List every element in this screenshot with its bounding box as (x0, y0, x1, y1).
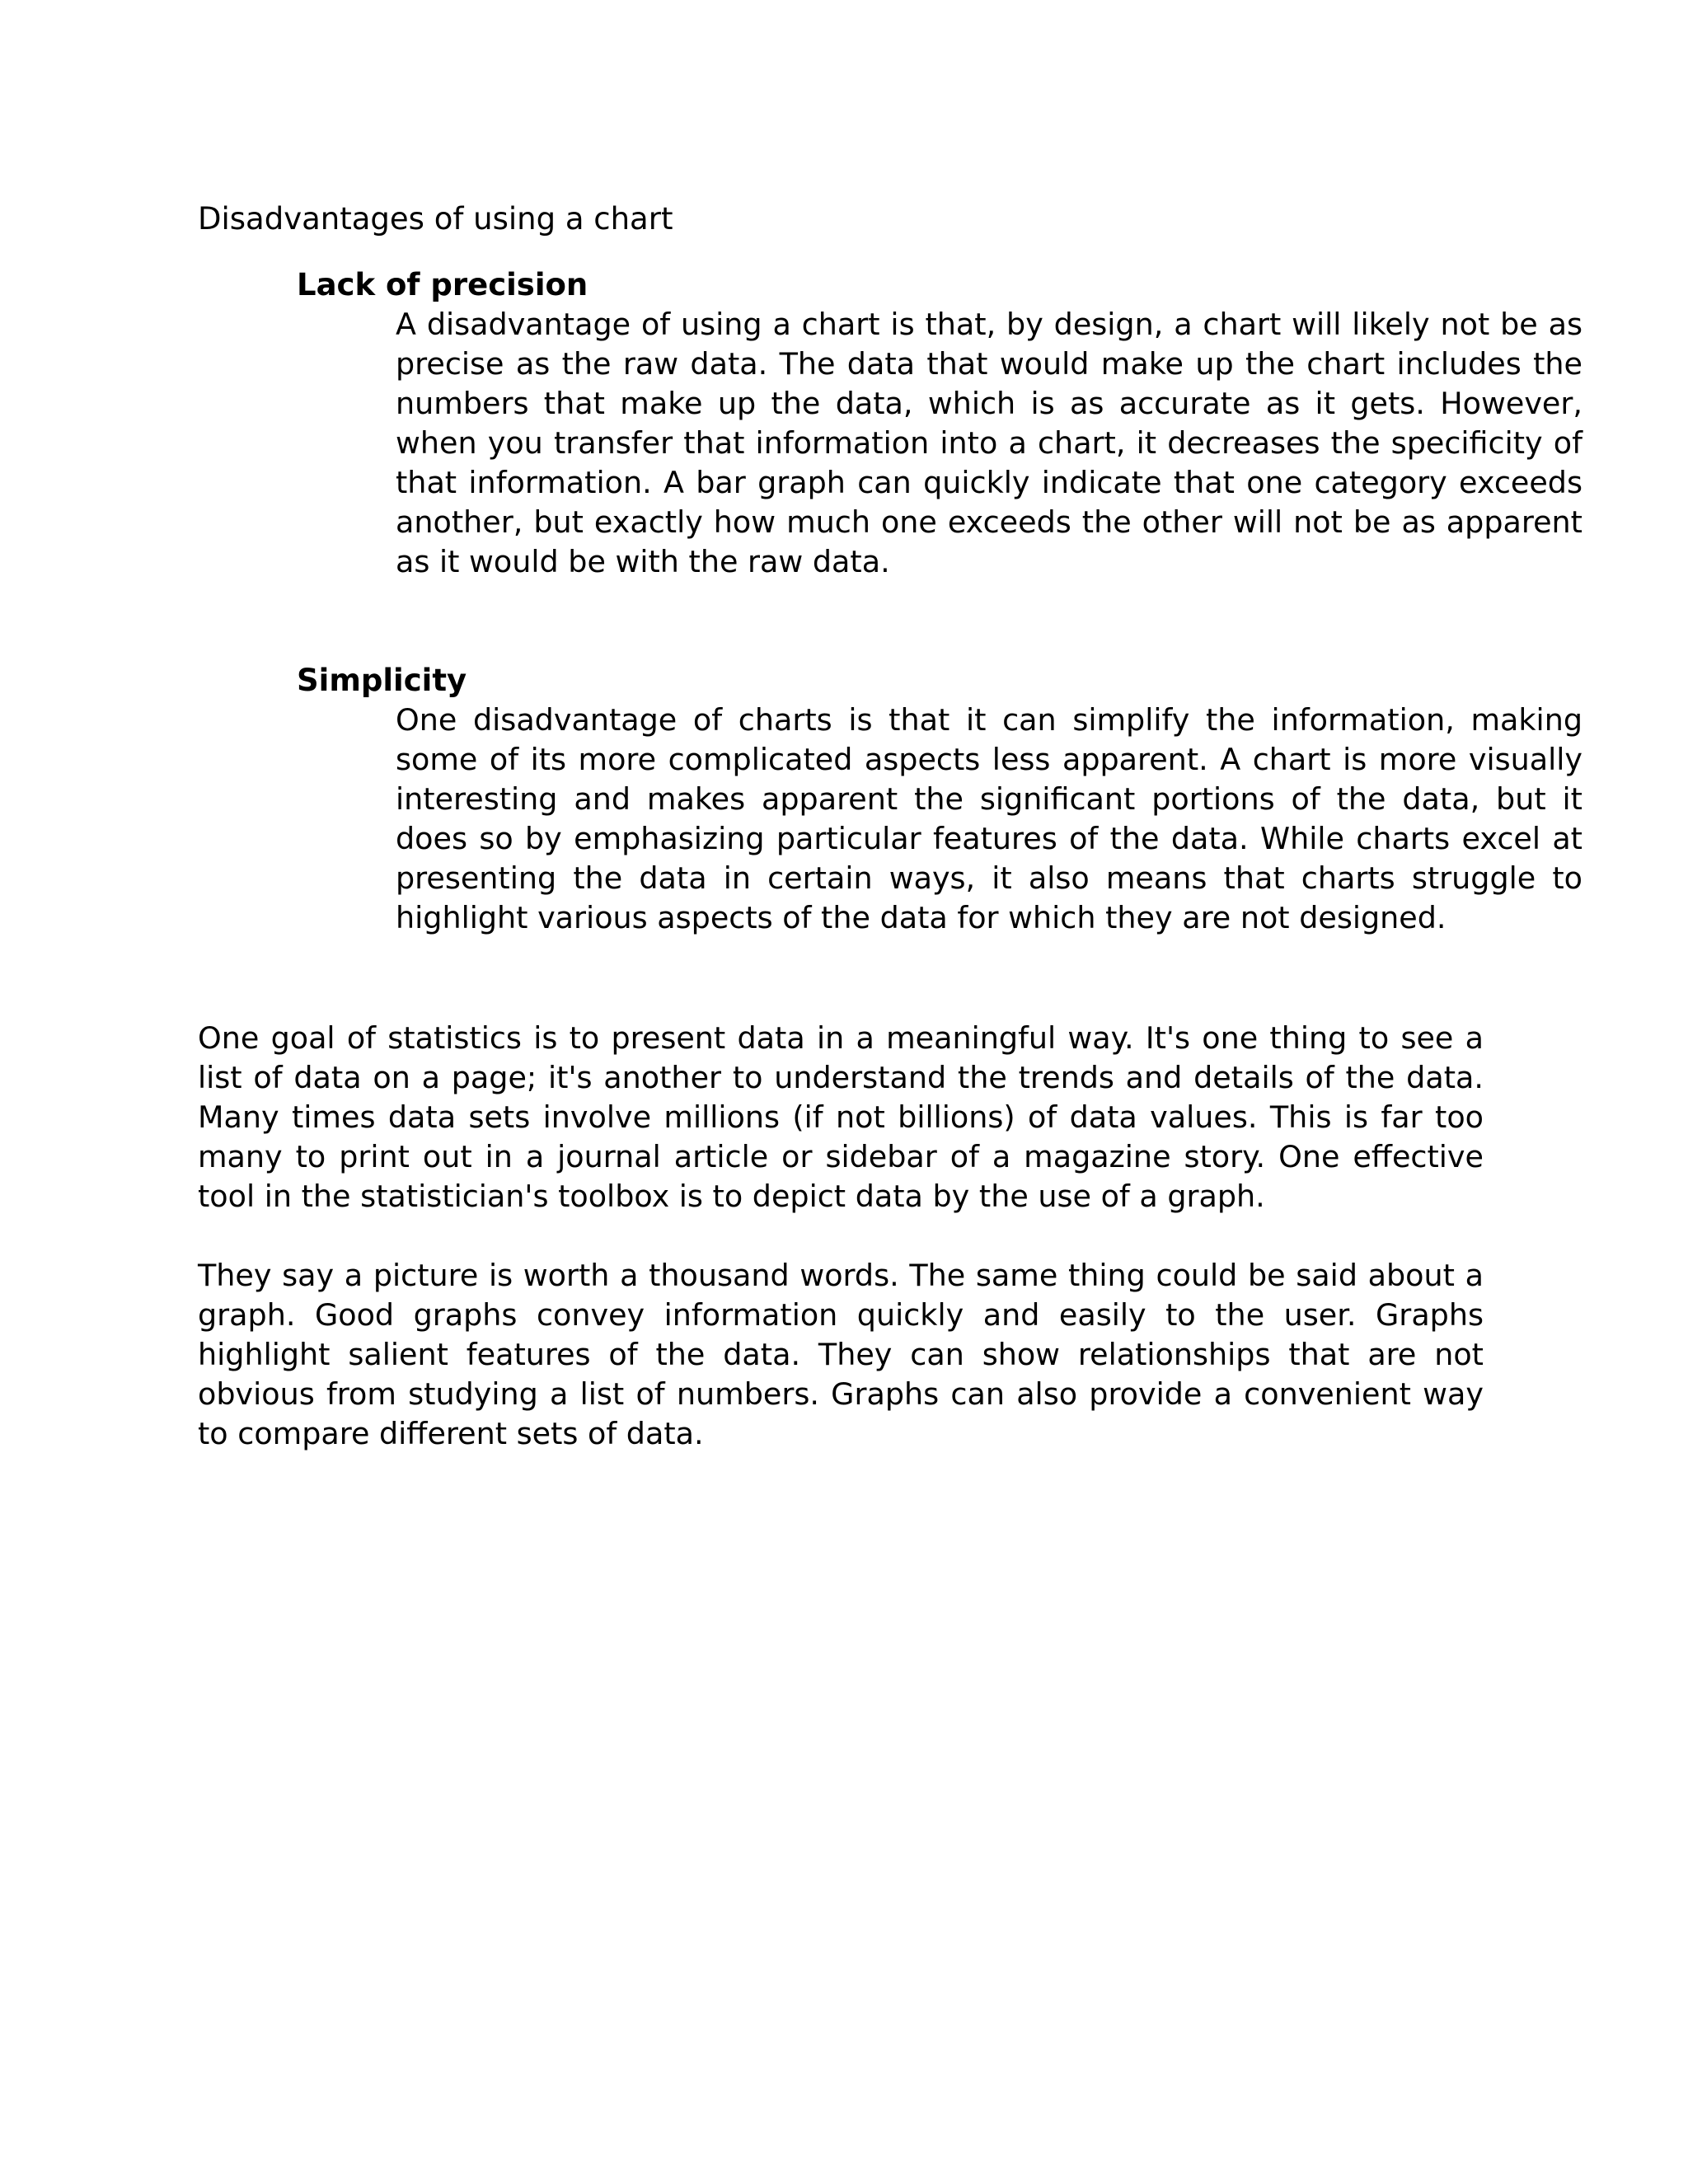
paragraph-picture-worth: They say a picture is worth a thousand words. The same thing could be said about a graph. Good graphs convey information quickly and easily to the user. Graphs highlight salient features of the data. They can show relationships that are not obvious from studying a list of numbers. Graphs can also provide a convenient way to compare different sets of data. (198, 1258, 1484, 1451)
section-simplicity (297, 661, 1582, 938)
section-heading: Lack of precision (297, 267, 588, 302)
section-lack-of-precision (297, 265, 1582, 582)
paragraph-statistics-goal: One goal of statistics is to present data in a meaningful way. It's one thing to see a list of data on a page; it's another to understand the trends and details of the data. Many times data sets involve millions (if not billions) of data values. This is far too many to print out in a journal article or sidebar of a magazine story. One effective tool in the statistician's toolbox is to depict data by the use of a graph. (198, 1020, 1484, 1214)
section-body: One disadvantage of charts is that it can simplify the information, making some of its more complicated aspects less apparent. A chart is more visually interesting and makes apparent the significant portions of the data, but it does so by emphasizing particular features of the data. While charts excel at presenting the data in certain ways, it also means that charts struggle to highlight various aspects of the data for which they are not designed. (396, 702, 1582, 935)
section-heading: Simplicity (297, 663, 467, 698)
document-title: Disadvantages of using a chart (198, 201, 673, 237)
section-body: A disadvantage of using a chart is that, by design, a chart will likely not be as precise as the raw data. The data that would make up the chart includes the numbers that make up the data, which is as accurate as it gets. However, when you transfer that information into a chart, it decreases the specificity of that information. A bar graph can quickly indicate that one category exceeds another, but exactly how much one exceeds the other will not be as apparent as it would be with the raw data. (396, 307, 1582, 579)
